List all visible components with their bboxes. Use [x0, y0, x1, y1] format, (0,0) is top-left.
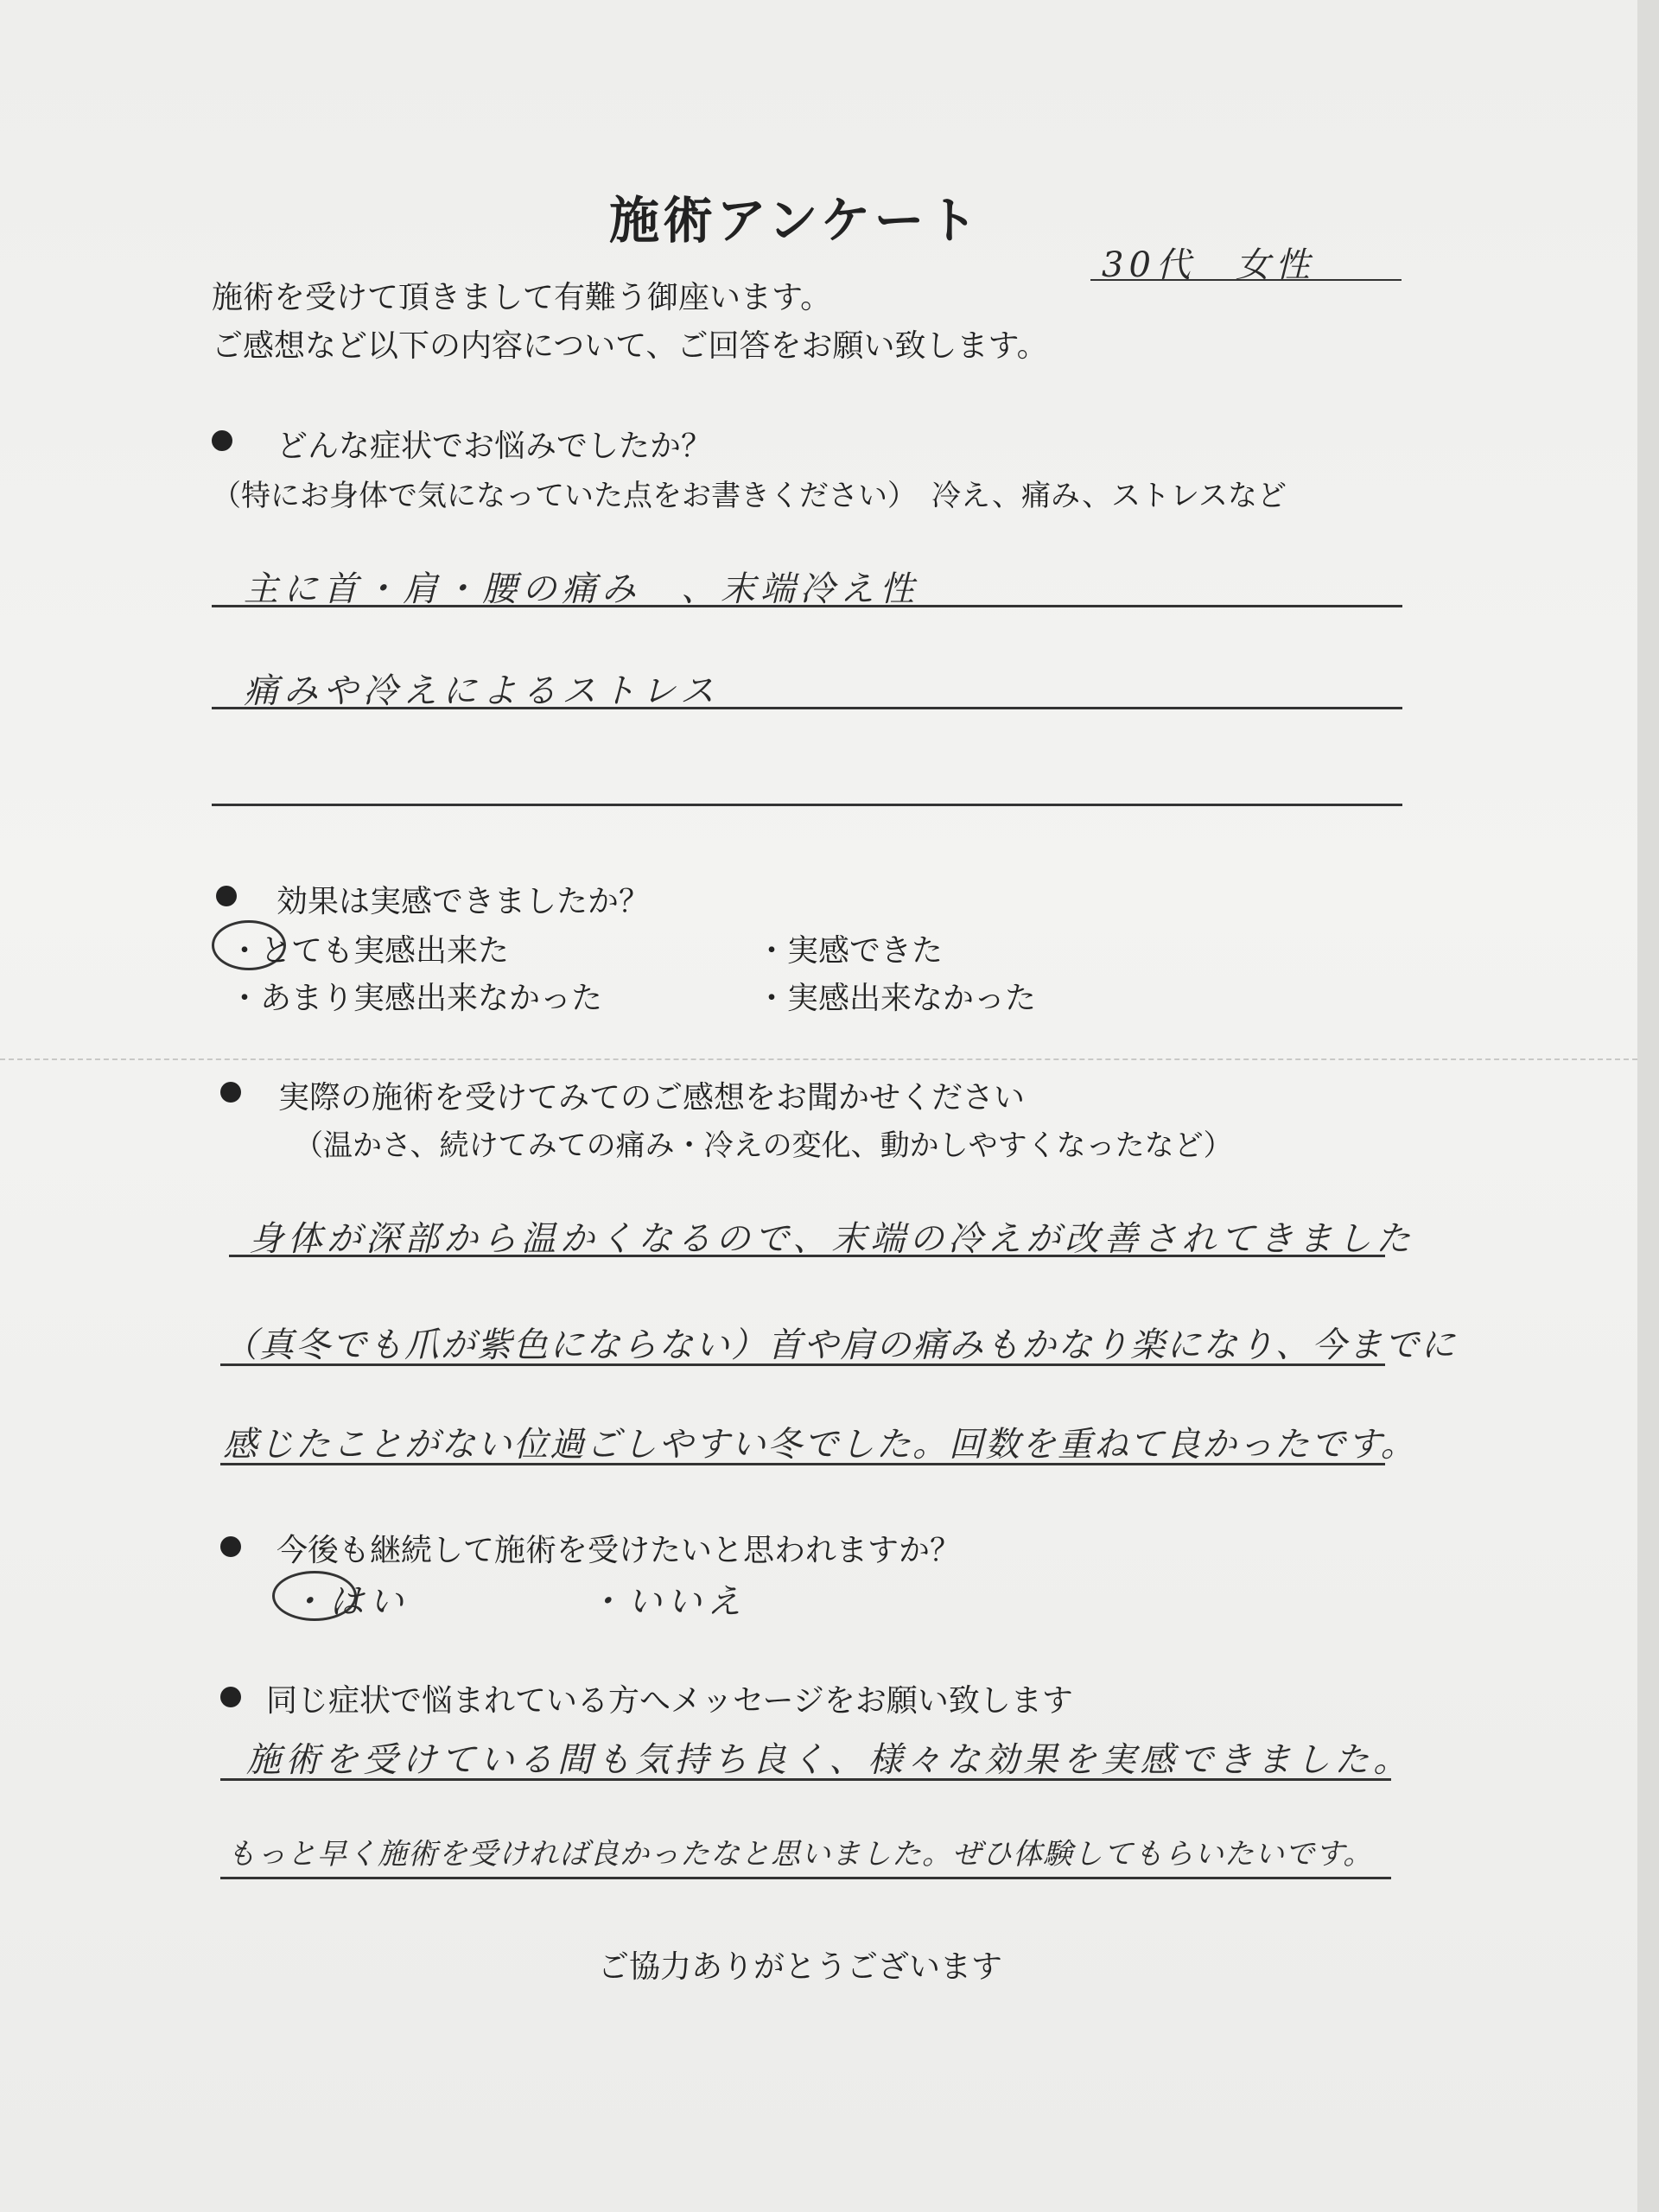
q1-answer-rule-2 — [212, 707, 1402, 709]
closing-message: ご協力ありがとうございます — [598, 1949, 1003, 1985]
respondent-info: 30代 女性 — [1102, 245, 1315, 285]
question-bullet — [220, 1536, 241, 1557]
q3-hint: （温かさ、続けてみての痛み・冷えの変化、動かしやすくなったなど） — [294, 1128, 1233, 1163]
question-bullet — [220, 1687, 241, 1707]
q3-answer-line-1: 身体が深部から温かくなるので、末端の冷えが改善されてきました — [249, 1219, 1415, 1259]
q3-answer-line-2: （真冬でも爪が紫色にならない）首や肩の痛みもかなり楽になり、今までに — [223, 1325, 1457, 1365]
q5-answer-rule-2 — [220, 1877, 1391, 1879]
q2-option-1[interactable]: ・とても実感出来た — [229, 933, 510, 969]
question-bullet — [220, 1082, 241, 1103]
q5-answer-line-2: もっと早く施術を受ければ良かったなと思いました。ぜひ体験してもらいたいです。 — [226, 1837, 1374, 1872]
q3-answer-rule-2 — [220, 1363, 1385, 1366]
q5-answer-rule-1 — [220, 1778, 1391, 1781]
q1-answer-line-2: 痛みや冷えによるストレス — [244, 671, 720, 711]
q1-answer-line-1: 主に首・肩・腰の痛み 、末端冷え性 — [244, 569, 919, 609]
respondent-underline — [1090, 279, 1402, 281]
q1-question: どんな症状でお悩みでしたか？ — [276, 429, 713, 464]
q5-question: 同じ症状で悩まれている方へメッセージをお願い致します — [266, 1683, 1073, 1719]
paper-fold-line — [0, 1058, 1637, 1060]
q2-option-2[interactable]: ・実感できた — [756, 933, 944, 969]
q4-question: 今後も継続して施術を受けたいと思われますか？ — [276, 1533, 962, 1568]
q3-answer-rule-1 — [229, 1255, 1385, 1257]
question-bullet — [216, 886, 237, 906]
q1-answer-rule-3 — [212, 804, 1402, 806]
q2-option-3[interactable]: ・あまり実感出来なかった — [229, 981, 603, 1016]
q2-option-4[interactable]: ・実感出来なかった — [756, 981, 1037, 1016]
intro-line-1: 施術を受けて頂きまして有難う御座います。 — [212, 280, 832, 315]
intro-line-2: ご感想など以下の内容について、ご回答をお願い致します。 — [212, 328, 1048, 364]
question-bullet — [212, 430, 232, 451]
form-title: 施術アンケート — [609, 191, 982, 250]
q2-question: 効果は実感できましたか？ — [276, 884, 651, 919]
q1-hint: （特にお身体で気になっていた点をお書きください） 冷え、痛み、ストレスなど — [212, 479, 1287, 513]
q1-answer-rule-1 — [212, 605, 1402, 607]
q4-option-yes[interactable]: ・はい — [289, 1582, 409, 1622]
q3-question: 実際の施術を受けてみてのご感想をお聞かせください — [278, 1080, 1026, 1116]
q5-answer-line-1: 施術を受けている間も気持ち良く、様々な効果を実感できました。 — [246, 1740, 1413, 1780]
q3-answer-line-3: 感じたことがない位過ごしやすい冬でした。回数を重ねて良かったです。 — [223, 1425, 1417, 1465]
q3-answer-rule-3 — [220, 1463, 1385, 1465]
q4-option-no[interactable]: ・いいえ — [588, 1582, 747, 1622]
